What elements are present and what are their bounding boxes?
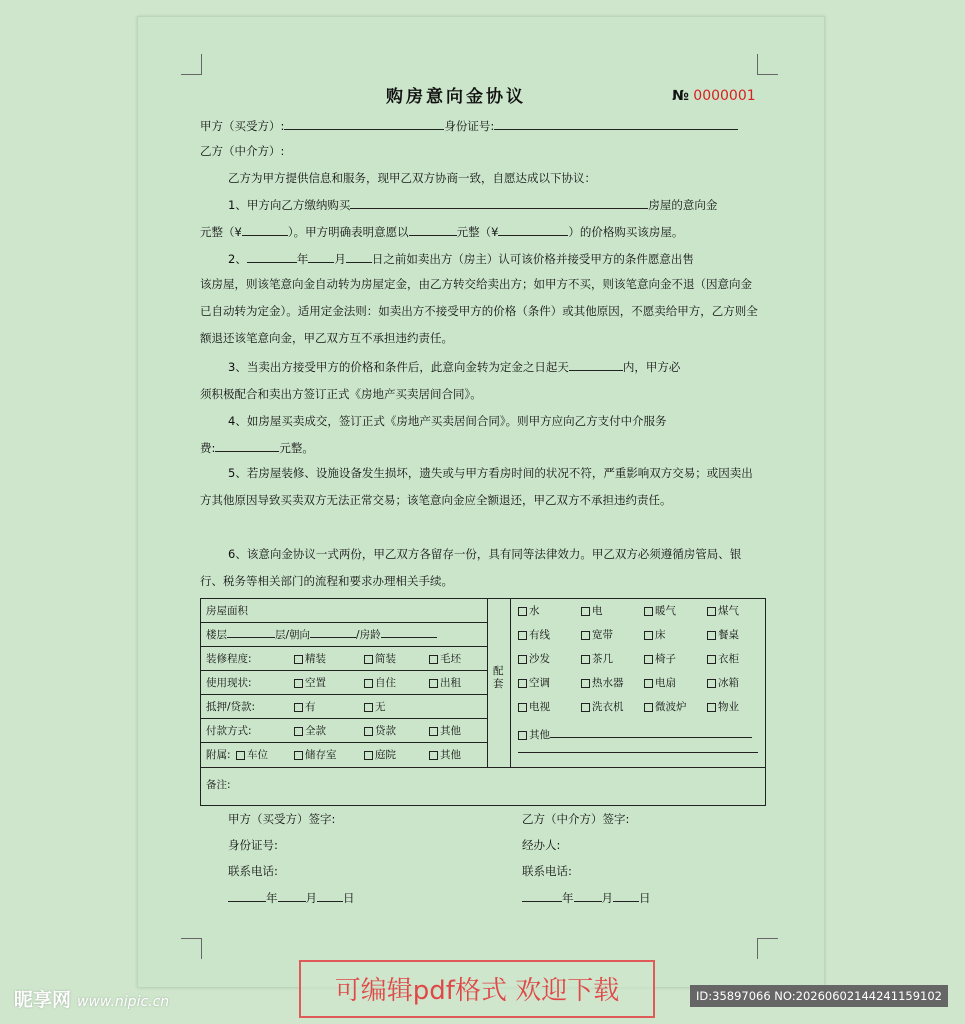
party-b-signature: 乙方（中介方）签字: (522, 812, 630, 826)
checkbox-option[interactable]: 电视 (518, 699, 550, 714)
checkbox-option[interactable]: 沙发 (518, 651, 550, 666)
crop-mark (757, 938, 778, 959)
checkbox-option[interactable]: 床 (644, 627, 666, 642)
checkbox-option[interactable]: 水 (518, 603, 540, 618)
checkbox-option[interactable]: 精装 (294, 651, 326, 666)
checkbox-option[interactable]: 有 (294, 699, 316, 714)
checkbox-option[interactable]: 热水器 (581, 675, 624, 690)
checkbox-option[interactable]: 洗衣机 (581, 699, 624, 714)
facilities-header: 配套 (488, 599, 511, 767)
clause-4: 4、如房屋买卖成交，签订正式《房地产买卖居间合同》。则甲方应向乙方支付中介服务 (228, 414, 667, 428)
party-a-id: 身份证号: (228, 838, 278, 852)
crop-mark (757, 54, 778, 75)
intro-text: 乙方为甲方提供信息和服务，现甲乙双方协商一致，自愿达成以下协议： (228, 171, 596, 185)
party-a-line: 甲方（买受方）: 身份证号: (200, 118, 738, 134)
attach-label: 附属: (206, 749, 231, 761)
other-line (518, 746, 758, 753)
clause-3-cont: 须积极配合和卖出方签订正式《房地产买卖居间合同》。 (200, 387, 482, 401)
clause-3: 3、当卖出方接受甲方的价格和条件后，此意向金转为定金之日起天 内，甲方必 (228, 360, 681, 374)
checkbox-option[interactable]: 其他 (429, 747, 461, 762)
remark-label: 备注: (206, 779, 231, 791)
facilities-grid (511, 599, 765, 767)
party-b-agent: 经办人: (522, 838, 561, 852)
checkbox-option[interactable]: 宽带 (581, 627, 613, 642)
download-banner: 可编辑pdf格式 欢迎下载 (299, 960, 655, 1018)
checkbox-option[interactable]: 贷款 (364, 723, 396, 738)
clause-2: 2、 年 月 日之前如卖出方（房主）认可该价格并接受甲方的条件愿意出售 (228, 252, 694, 266)
clause-2-cont: 该房屋，则该笔意向金自动转为房屋定金，由乙方转交给卖出方；如甲方不买，则该笔意向金不退（因意向金已自动转为定金）。适用定金法则：如卖出方不接受甲方的价格（条件）或其他原因，不愿卖给甲方，乙方则全额退还该笔意向金，甲乙双方互不承担违约责任。 (200, 277, 758, 345)
checkbox-option[interactable]: 庭院 (364, 747, 396, 762)
checkbox-option[interactable]: 电扇 (644, 675, 676, 690)
nipic-logo: 昵享网 (14, 989, 72, 1011)
crop-mark (181, 938, 202, 959)
checkbox-option[interactable]: 自住 (364, 675, 396, 690)
checkbox-option[interactable]: 餐桌 (707, 627, 739, 642)
serial-number (672, 88, 756, 104)
document-title: 购房意向金协议 (386, 87, 526, 107)
serial-label: № (672, 88, 689, 104)
mortgage-label: 抵押/贷款: (206, 701, 256, 713)
checkbox-option[interactable]: 全款 (294, 723, 326, 738)
floor-row: 楼层 层/朝向 /房龄 (206, 627, 437, 642)
area-label: 房屋面积 (206, 605, 248, 617)
property-details (201, 599, 488, 767)
image-id-info: ID:35897066 NO:20260602144241159102 (690, 985, 948, 1007)
checkbox-option-other[interactable]: 其他 (518, 727, 752, 742)
checkbox-option[interactable]: 暖气 (644, 603, 676, 618)
deco-label: 装修程度: (206, 653, 252, 665)
checkbox-option[interactable]: 储存室 (294, 747, 337, 762)
party-b-line: 乙方（中介方）: (200, 144, 285, 158)
checkbox-option[interactable]: 简装 (364, 651, 396, 666)
checkbox-option[interactable]: 微波炉 (644, 699, 687, 714)
party-a-signature: 甲方（买受方）签字: (228, 812, 336, 826)
party-a-phone: 联系电话: (228, 864, 278, 878)
property-info-table (200, 598, 766, 806)
checkbox-option[interactable]: 衣柜 (707, 651, 739, 666)
checkbox-option[interactable]: 椅子 (644, 651, 676, 666)
party-b-date: 年 月 日 (522, 890, 651, 906)
checkbox-option[interactable]: 其他 (429, 723, 461, 738)
checkbox-option[interactable]: 物业 (707, 699, 739, 714)
checkbox-option[interactable]: 毛坯 (429, 651, 461, 666)
checkbox-option[interactable]: 空调 (518, 675, 550, 690)
serial-value: 0000001 (693, 88, 756, 104)
checkbox-option[interactable]: 有线 (518, 627, 550, 642)
checkbox-option[interactable]: 无 (364, 699, 386, 714)
party-a-date: 年 月 日 (228, 890, 355, 906)
nipic-url: www.nipic.cn (77, 994, 170, 1010)
checkbox-option[interactable]: 空置 (294, 675, 326, 690)
use-label: 使用现状: (206, 677, 252, 689)
clause-1: 1、甲方向乙方缴纳购买 房屋的意向金 (228, 198, 718, 212)
checkbox-option[interactable]: 冰箱 (707, 675, 739, 690)
clause-5: 5、若房屋装修、设施设备发生损坏，遗失或与甲方看房时间的状况不符，严重影响双方交易；或因卖出方其他原因导致买卖双方无法正常交易；该笔意向金应全额退还，甲乙双方不承担违约责任。 (200, 466, 753, 507)
clause-6: 6、该意向金协议一式两份，甲乙双方各留存一份，具有同等法律效力。甲乙双方必须遵循房管局、银行、税务等相关部门的流程和要求办理相关手续。 (200, 547, 742, 588)
checkbox-option[interactable]: 煤气 (707, 603, 739, 618)
clause-1-cont: 元整（¥ ）。甲方明确表明意愿以 元整（¥ ）的价格购买该房屋。 (200, 225, 684, 239)
checkbox-option[interactable]: 车位 (236, 747, 268, 762)
nipic-watermark (14, 985, 169, 1012)
checkbox-option[interactable]: 出租 (429, 675, 461, 690)
party-b-phone: 联系电话: (522, 864, 572, 878)
crop-mark (181, 54, 202, 75)
clause-4-cont: 费: 元整。 (200, 441, 314, 455)
checkbox-option[interactable]: 电 (581, 603, 603, 618)
payment-label: 付款方式: (206, 725, 252, 737)
checkbox-option[interactable]: 茶几 (581, 651, 613, 666)
